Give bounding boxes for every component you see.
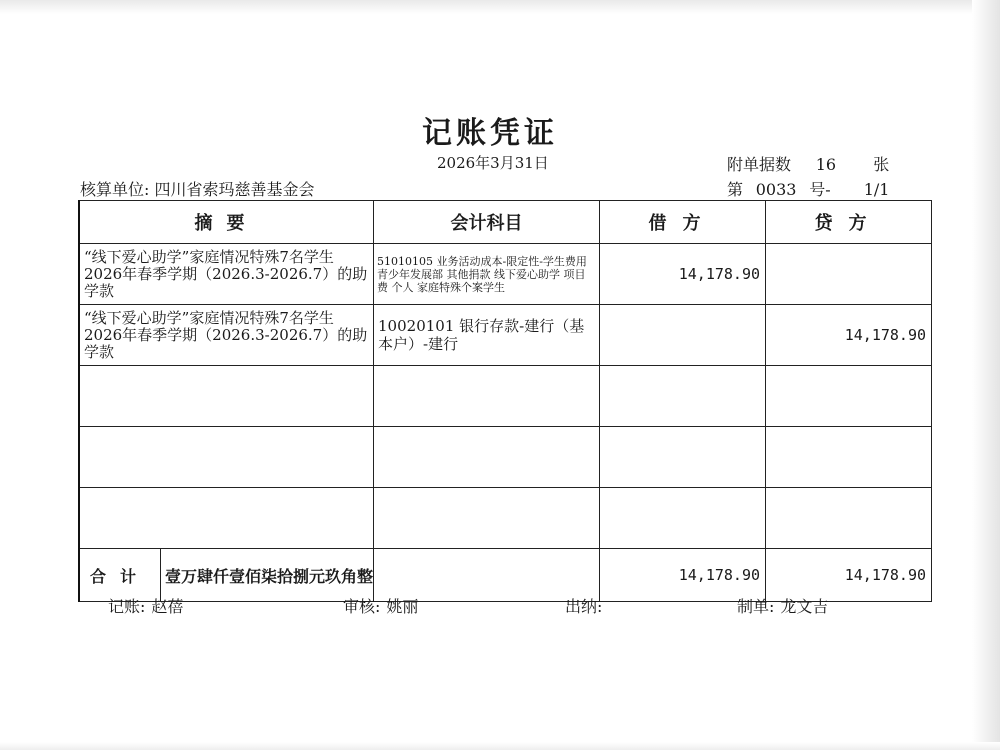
signature-cashier <box>565 594 608 617</box>
header-debit: 借方 <box>600 201 766 244</box>
table-header-row <box>79 201 932 244</box>
voucher-page: 1/1 <box>863 180 890 199</box>
row-credit <box>766 488 932 549</box>
accounting-unit-value: 四川省索玛慈善基金会 <box>154 180 315 199</box>
scan-edge-bottom <box>0 742 1000 750</box>
voucher-date: 2026年3月31日 <box>437 154 549 172</box>
row-account <box>374 427 600 488</box>
row-summary <box>79 488 374 549</box>
bookkeeper-label: 记账: <box>108 597 146 616</box>
voucher-table <box>78 200 932 602</box>
row-credit <box>766 366 932 427</box>
table-row <box>79 427 932 488</box>
signature-reviewer <box>343 594 418 617</box>
voucher-number <box>727 177 889 200</box>
attachment-unit: 张 <box>873 155 890 174</box>
total-credit: 14,178.90 <box>766 549 932 602</box>
attachment-count <box>727 152 889 175</box>
voucher-number-prefix: 第 <box>727 180 744 199</box>
row-summary <box>79 366 374 427</box>
voucher-title: 记账凭证 <box>422 116 558 151</box>
row-summary <box>79 427 374 488</box>
scan-edge-top <box>0 0 1000 14</box>
table-row <box>79 488 932 549</box>
row-credit: 14,178.90 <box>766 305 932 366</box>
voucher-number-suffix: 号- <box>809 180 831 199</box>
header-summary: 摘要 <box>79 201 374 244</box>
row-summary: “线下爱心助学”家庭情况特殊7名学生2026年春季学期（2026.3-2026.7）的助学款 <box>79 305 374 366</box>
row-debit <box>600 366 766 427</box>
row-debit <box>600 488 766 549</box>
cashier-label: 出纳: <box>565 597 603 616</box>
row-account <box>374 366 600 427</box>
header-credit: 贷方 <box>766 201 932 244</box>
bookkeeper-name: 赵蓓 <box>151 597 184 616</box>
header-account: 会计科目 <box>374 201 600 244</box>
maker-label: 制单: <box>737 597 775 616</box>
total-debit: 14,178.90 <box>600 549 766 602</box>
attachment-label: 附单据数 <box>727 155 792 174</box>
reviewer-label: 审核: <box>343 597 381 616</box>
table-row <box>79 366 932 427</box>
row-account: 10020101 银行存款-建行（基本户）-建行 <box>374 305 600 366</box>
accounting-unit <box>80 177 315 200</box>
row-account: 51010105 业务活动成本-限定性-学生费用 青少年发展部 其他捐款 线下爱心助学 项目费 个人 家庭特殊个案学生 <box>374 244 600 305</box>
row-credit <box>766 244 932 305</box>
signature-bookkeeper <box>108 594 183 617</box>
voucher-number-value: 0033 <box>755 180 797 199</box>
accounting-unit-label: 核算单位: <box>80 180 150 199</box>
row-summary: “线下爱心助学”家庭情况特殊7名学生2026年春季学期（2026.3-2026.7）的助学款 <box>79 244 374 305</box>
row-credit <box>766 427 932 488</box>
table-row <box>79 305 932 366</box>
row-debit <box>600 305 766 366</box>
row-debit: 14,178.90 <box>600 244 766 305</box>
signature-maker <box>737 594 828 617</box>
reviewer-name: 姚丽 <box>386 597 419 616</box>
maker-name: 龙文吉 <box>780 597 829 616</box>
row-account <box>374 488 600 549</box>
table-row <box>79 244 932 305</box>
total-label: 合计 <box>80 549 161 601</box>
row-debit <box>600 427 766 488</box>
total-amount-in-words: 壹万肆仟壹佰柒拾捌元玖角整 <box>165 566 374 586</box>
attachment-number: 16 <box>815 155 837 174</box>
